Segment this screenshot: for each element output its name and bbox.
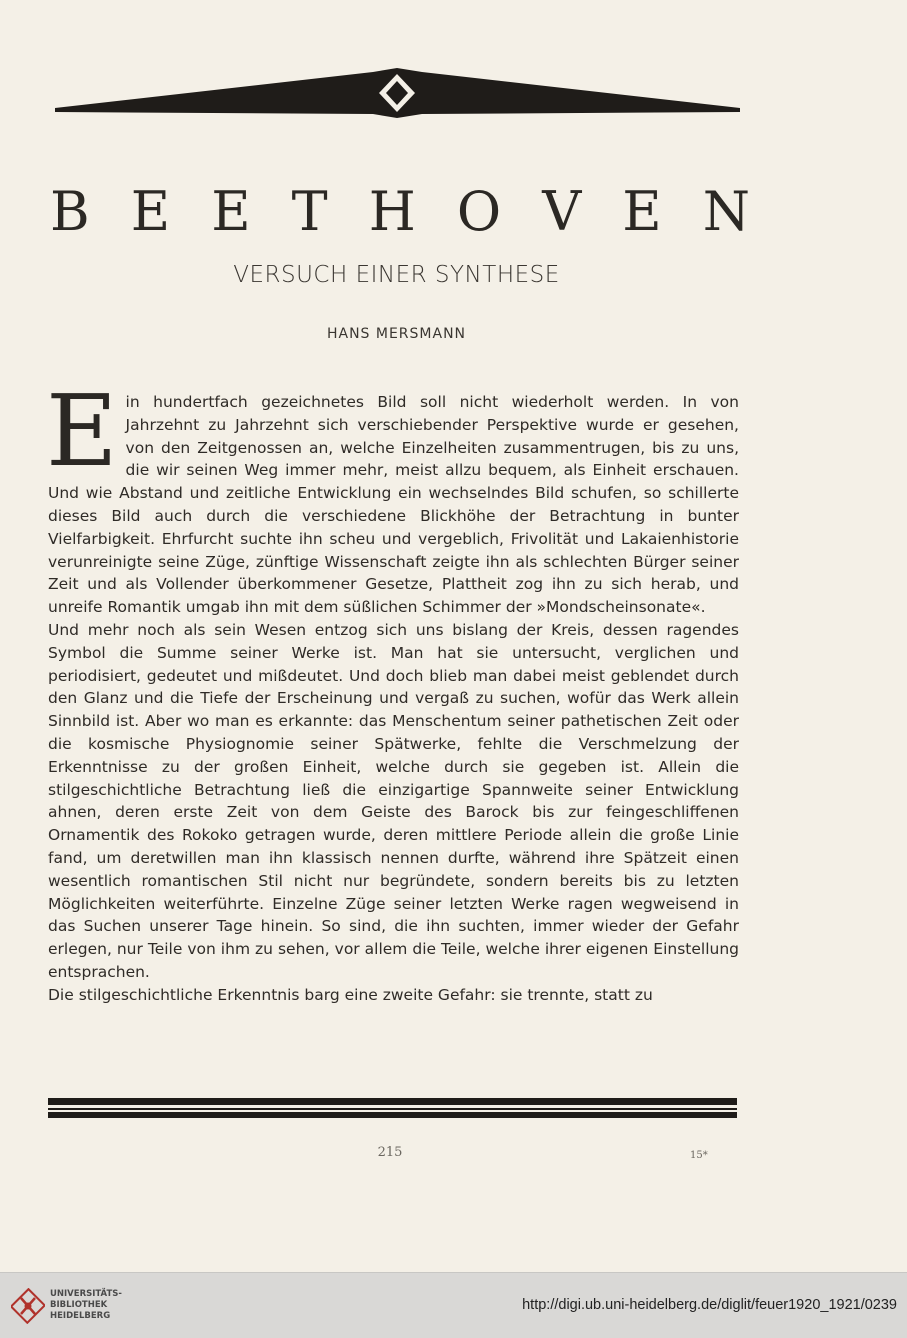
signature-mark: 15*	[690, 1150, 708, 1161]
paragraph: Die stilgeschichtliche Erkenntnis barg eine zweite Gefahr: sie trennte, statt zu	[48, 985, 653, 1004]
title-letter: N	[702, 179, 750, 243]
logo-line: UNIVERSITÄTS-	[50, 1289, 122, 1299]
logo-line: HEIDELBERG	[50, 1311, 111, 1321]
header-ornament	[55, 64, 740, 122]
drop-cap: E	[46, 375, 118, 489]
paragraph	[46, 375, 739, 619]
title-letter: E	[622, 179, 662, 243]
title-letter: V	[542, 179, 582, 243]
paragraph-text: in hundertfach gezeichnetes Bild soll nicht wiederholt werden. In von Jahrzehnt zu Jahrzehnt sich verschiebender Perspektive wurde er gesehen, von den Zeitgenossen an, welche Einzelheiten zusammentrugen, bis zu uns, die wir seinen Weg immer mehr, meist allzu bequem, als Einheit erschauen. Und wie Abstand und zeitliche Entwicklung ein wechselndes Bild schufen, so schillerte dieses Bild auch durch die verschiedene Blickhöhe der Betrachtung in bunter Vielfarbigkeit. Ehrfurcht suchte ihn scheu und vergeblich, Frivolität und Lakaienhistorie verunreinigte seine Züge, zünftige Wissenschaft zeigte ihn als schlechten Bürger seiner Zeit und als Vollender überkommener Gesetze, Plattheit zog ihn zu sich herab, und unreife Romantik umgab ihn mit dem süßlichen Schimmer der »Mondscheinsonate«.	[48, 393, 739, 617]
logo-line: BIBLIOTHEK	[50, 1300, 108, 1310]
library-logo-icon	[11, 1288, 45, 1324]
title-letter: B	[50, 179, 90, 243]
footer-rule	[48, 1098, 737, 1122]
article-subtitle: VERSUCH EINER SYNTHESE	[233, 262, 560, 288]
title-letter: E	[130, 179, 171, 243]
title-letter: E	[211, 179, 251, 243]
article-body	[46, 375, 739, 1007]
paragraph: Und mehr noch als sein Wesen entzog sich uns bislang der Kreis, dessen ragendes Symbol die Summe seiner Werke ist. Man hat sie untersucht, verglichen und periodisiert, gedeutet und mißdeutet. Und doch blieb man dabei meist geblendet durch den Glanz und die Tiefe der Erscheinung und vergaß zu suchen, wofür das Werk allein Sinnbild ist. Aber wo man es erkannte: das Menschentum seiner pathetischen Zeit oder die kosmische Physiognomie seiner Spätwerke, fehlte die Verschmelzung der Erkenntnisse zu der großen Einheit, welche durch sie gegeben ist. Allein die stilgeschichtliche Betrachtung ließ die einzigartige Spannweite seiner Entwicklung ahnen, deren erste Zeit von dem Geiste des Barock bis zur feingeschliffenen Ornamentik des Rokoko getragen wurde, deren mittlere Periode allein die große Linie fand, um deretwillen man ihn klassisch nennen durfte, während ihre Spätzeit einen wesentlich romantischen Stil nicht nur begründete, sondern bereits bis zu letzten Möglichkeiten weiterführte. Einzelne Züge seiner letzten Werke ragen wegweisend in das Suchen unserer Tage hinein. So sind, die ihn suchten, immer wieder der Gefahr erlegen, nur Teile von ihm zu sehen, vor allem die Teile, welche ihrer eigenen Einstellung entsprachen.	[48, 620, 739, 981]
title-letter: T	[291, 179, 328, 243]
article-author: HANS MERSMANN	[326, 326, 467, 342]
library-footer-bar	[0, 1272, 907, 1338]
library-logo-text	[50, 1289, 122, 1322]
article-title	[50, 176, 750, 246]
title-letter: O	[456, 179, 502, 243]
page-number: 215	[377, 1145, 403, 1160]
title-letter: H	[368, 179, 416, 243]
source-url-link[interactable]: http://digi.ub.uni-heidelberg.de/diglit/feuer1920_1921/0239	[522, 1297, 897, 1313]
